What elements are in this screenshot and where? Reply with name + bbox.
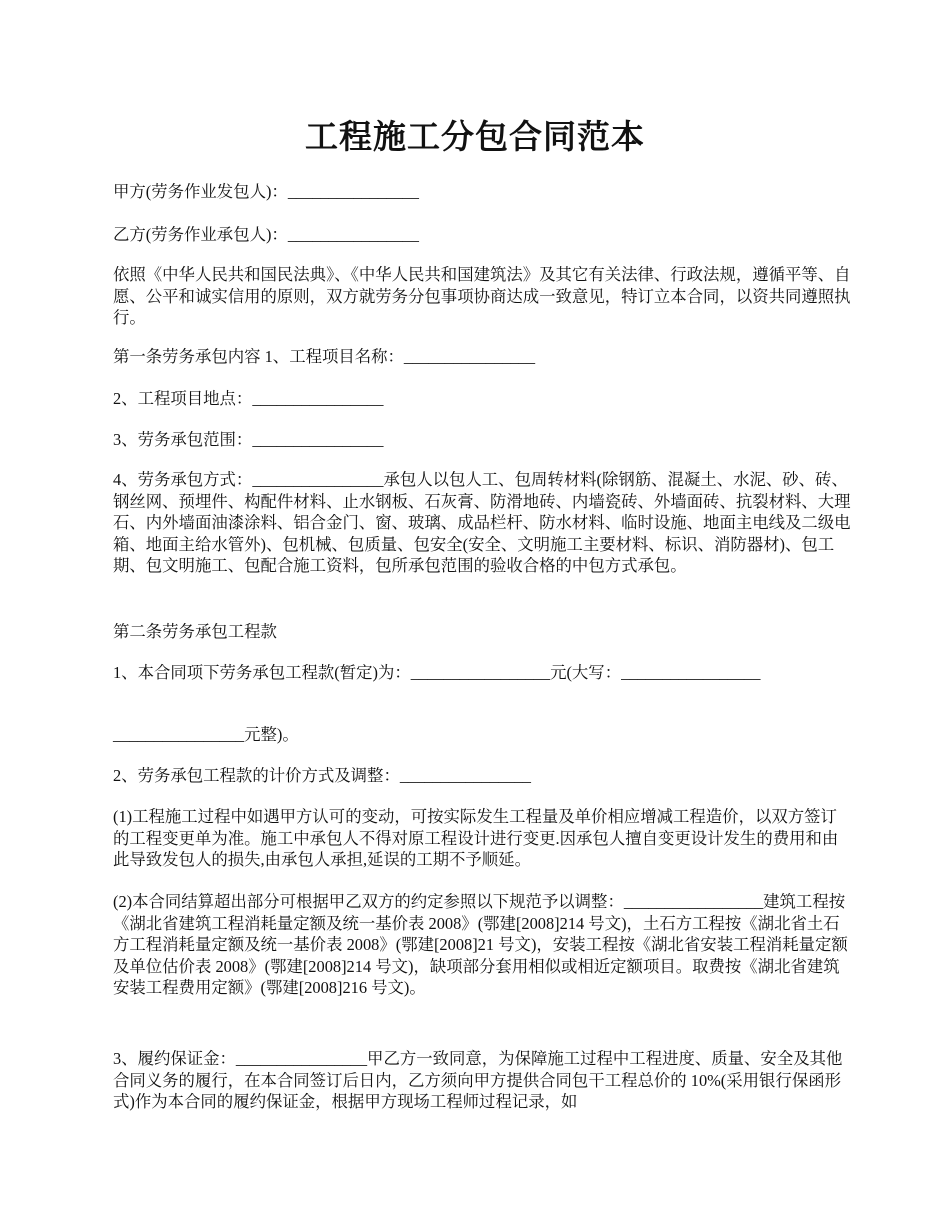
performance-bond-paragraph: 3、履约保证金：________________甲乙方一致同意，为保障施工过程中工程进度、质量、安全及其他合同义务的履行，在本合同签订后日内，乙方须向甲方提供合同包干工程总价的 10%(采用银行保函形式)作为本合同的履约保证金，根据甲方现场工程师过程记录，如	[113, 1049, 843, 1111]
pricing-method-line: 2、劳务承包工程款的计价方式及调整：________________	[113, 766, 531, 785]
contract-scope-line: 3、劳务承包范围：________________	[113, 430, 384, 449]
contract-amount-continued: ________________元整)。	[113, 725, 299, 744]
project-location-line: 2、工程项目地点：________________	[113, 389, 384, 408]
article-1-project-name: 第一条劳务承包内容 1、工程项目名称：________________	[113, 347, 536, 366]
variation-clause-paragraph: (1)工程施工过程中如遇甲方认可的变动，可按实际发生工程量及单价相应增减工程造价，以双方签订的工程变更单为准。施工中承包人不得对原工程设计进行变更.因承包人擅自变更设计发生的费用和由此导致发包人的损失,由承包人承担,延误的工期不予顺延。	[113, 807, 839, 869]
contract-amount-line: 1、本合同项下劳务承包工程款(暂定)为：_________________元(大写：_________________	[113, 663, 761, 682]
party-a-line: 甲方(劳务作业发包人)：________________	[113, 182, 419, 201]
contract-method-paragraph: 4、劳务承包方式：________________承包人以包人工、包周转材料(除钢筋、混凝土、水泥、砂、砖、钢丝网、预埋件、构配件材料、止水钢板、石灰膏、防滑地砖、内墙瓷砖、外墙面砖、抗裂材料、大理石、内外墙面油漆涂料、铝合金门、窗、玻璃、成品栏杆、防水材料、临时设施、地面主电线及二级电箱、地面主给水管外)、包机械、包质量、包安全(安全、文明施工主要材料、标识、消防器材)、包工期、包文明施工、包配合施工资料，包所承包范围的验收合格的中包方式承包。	[113, 470, 851, 575]
party-b-line: 乙方(劳务作业承包人)：________________	[113, 225, 419, 244]
document-title: 工程施工分包合同范本	[305, 120, 645, 156]
preamble-paragraph: 依照《中华人民共和国民法典》、《中华人民共和国建筑法》及其它有关法律、行政法规，遵循平等、自愿、公平和诚实信用的原则，双方就劳务分包事项协商达成一致意见，特订立本合同，以资共同遵照执行。	[113, 265, 851, 327]
settlement-adjustment-paragraph: (2)本合同结算超出部分可根据甲乙双方的约定参照以下规范予以调整：_________________建筑工程按《湖北省建筑工程消耗量定额及统一基价表 2008》(鄂建[2008]214 号文)，土石方工程按《湖北省土石方工程消耗量定额及统一基价表 2008》(鄂建[2008]21 号文)，安装工程按《湖北省安装工程消耗量定额及单位估价表 2008》(鄂建[2008]214 号文)，缺项部分套用相似或相近定额项目。取费按《湖北省建筑安装工程费用定额》(鄂建[2008]216 号文)。	[113, 892, 848, 997]
document-page	[113, 0, 853, 1111]
article-2-heading: 第二条劳务承包工程款	[113, 622, 277, 641]
